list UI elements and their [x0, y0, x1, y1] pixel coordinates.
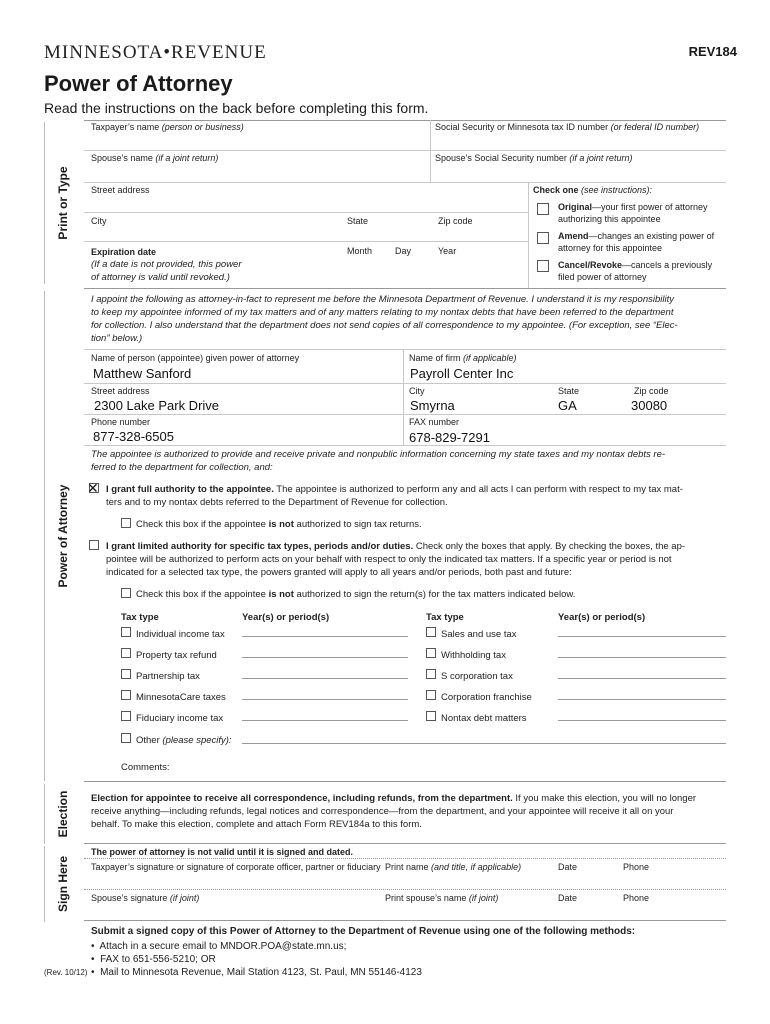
phone-sign-label: Phone	[623, 862, 650, 872]
section-rule	[84, 920, 726, 921]
tax-type-label: Individual income tax	[136, 629, 225, 640]
period-line[interactable]	[242, 699, 408, 700]
check-one-label: Check one (see instructions):	[533, 185, 653, 195]
appointee-city-value[interactable]: Smyrna	[410, 398, 455, 413]
city-label: City	[91, 216, 107, 226]
tax-type-checkbox[interactable]	[121, 711, 131, 721]
street-address-label: Street address	[91, 185, 150, 195]
fax-label: FAX number	[409, 417, 460, 427]
appointee-name-value[interactable]: Matthew Sanford	[93, 366, 192, 381]
divider	[84, 349, 726, 350]
tax-type-label: Nontax debt matters	[441, 713, 527, 724]
tax-type-checkbox[interactable]	[426, 690, 436, 700]
spouse-name-label: Spouse’s name (if a joint return)	[91, 153, 219, 163]
period-line[interactable]	[558, 636, 726, 637]
appointee-name-label: Name of person (appointee) given power of attorney	[91, 353, 300, 363]
phone-value[interactable]: 877-328-6505	[93, 429, 174, 444]
limited-authority-checkbox[interactable]	[89, 540, 99, 550]
period-line[interactable]	[242, 636, 408, 637]
tax-type-header-right: Tax type	[426, 612, 464, 623]
print-name-label: Print name (and title, if applicable)	[385, 862, 522, 872]
tax-type-checkbox[interactable]	[121, 690, 131, 700]
section-rule	[84, 843, 726, 844]
list-item: • FAX to 651-556-5210; OR	[91, 954, 216, 965]
tax-type-checkbox[interactable]	[121, 669, 131, 679]
phone-label: Phone number	[91, 417, 151, 427]
tax-type-header-left: Tax type	[121, 612, 159, 623]
original-option-label: Original—your first power of attorney authorizing this appointee	[558, 202, 708, 224]
amend-checkbox[interactable]	[537, 232, 549, 244]
list-item: • Mail to Minnesota Revenue, Mail Station 4123, St. Paul, MN 55146-4123	[91, 967, 422, 978]
phone-sign-label: Phone	[623, 893, 650, 903]
divider	[84, 414, 726, 415]
cancel-checkbox[interactable]	[537, 260, 549, 272]
appoint-statement: I appoint the following as attorney-in-fact to represent me before the Minnesota Department of Revenue. I understand it is my responsibility to keep my appointee informed of my tax matters and of any matters relating to my nontax debts that have been referred to the department for collection. I also understand that the department does not send copies of all correspondence to my appointee. (For exception, see “Elec- tion” below.)	[91, 294, 678, 344]
spouse-print-label: Print spouse’s name (if joint)	[385, 893, 499, 903]
divider	[528, 182, 529, 288]
period-line[interactable]	[242, 678, 408, 679]
amend-option-label: Amend—changes an existing power of attorney for this appointee	[558, 231, 715, 253]
side-label-print: Print or Type	[44, 122, 81, 284]
firm-name-label: Name of firm (if applicable)	[409, 353, 517, 363]
spouse-signature-label: Spouse’s signature (if joint)	[91, 893, 200, 903]
check-mark-icon: ✕	[87, 480, 99, 496]
divider	[403, 349, 404, 445]
divider	[84, 241, 528, 242]
period-line[interactable]	[558, 657, 726, 658]
appointee-zip-value[interactable]: 30080	[631, 398, 668, 413]
sign-heading: The power of attorney is not valid until it is signed and dated.	[91, 847, 354, 857]
year-label: Year	[438, 246, 457, 256]
comments-label: Comments:	[121, 762, 170, 773]
signature-label: Taxpayer’s signature or signature of corporate officer, partner or fiduciary	[91, 862, 381, 872]
other-label: Other (please specify):	[136, 735, 232, 746]
section-rule	[84, 781, 726, 782]
appointee-state-label: State	[558, 386, 580, 396]
election-text: Election for appointee to receive all correspondence, including refunds, from the department. If you make this election, you will no longer receive anything—including refunds, legal notices and correspondence—from the department, and your appointee will receive it all on your behalf. To make this election, complete and attach Form REV184a to this form.	[91, 793, 697, 830]
fax-value[interactable]: 678-829-7291	[409, 430, 490, 445]
appointee-street-label: Street address	[91, 386, 150, 396]
tax-type-checkbox[interactable]	[426, 627, 436, 637]
day-label: Day	[395, 246, 412, 256]
appointee-state-value[interactable]: GA	[558, 398, 577, 413]
full-authority-text: I grant full authority to the appointee. The appointee is authorized to perform any and all acts I can perform with respect to my tax mat- ters and to my nontax debts referred to the Department of Revenue for collection.	[106, 484, 683, 508]
years-header-left: Year(s) or period(s)	[242, 612, 330, 623]
section-rule	[84, 288, 726, 289]
tax-type-label: Withholding tax	[441, 650, 506, 661]
tax-type-label: Sales and use tax	[441, 629, 517, 640]
divider	[84, 858, 726, 859]
period-line[interactable]	[558, 699, 726, 700]
month-label: Month	[347, 246, 373, 256]
list-item: • Attach in a secure email to MNDOR.POA@state.mn.us;	[91, 941, 347, 952]
firm-name-value[interactable]: Payroll Center Inc	[410, 366, 514, 381]
tax-type-checkbox[interactable]	[121, 648, 131, 658]
divider	[84, 212, 528, 213]
form-instructions: Read the instructions on the back before completing this form.	[44, 100, 429, 116]
cancel-option-label: Cancel/Revoke—cancels a previously filed power of attorney	[558, 260, 713, 282]
period-line[interactable]	[242, 720, 408, 721]
full-no-sign-checkbox[interactable]	[121, 518, 131, 528]
authorized-statement: The appointee is authorized to provide and receive private and nonpublic information concerning my state taxes and my nontax debts re- ferred to the department for collection, and:	[91, 449, 666, 473]
revision-date: (Rev. 10/12)	[44, 968, 88, 977]
tax-type-checkbox[interactable]	[121, 627, 131, 637]
tax-type-label: MinnesotaCare taxes	[136, 692, 226, 703]
period-line[interactable]	[242, 657, 408, 658]
period-line[interactable]	[558, 678, 726, 679]
submit-methods	[91, 940, 422, 979]
section-top-rule	[84, 120, 726, 121]
spouse-ssn-label: Spouse’s Social Security number (if a joint return)	[435, 153, 633, 163]
years-header-right: Year(s) or period(s)	[558, 612, 646, 623]
divider	[84, 150, 726, 151]
divider	[430, 120, 431, 182]
other-checkbox[interactable]	[121, 733, 131, 743]
expiration-label: Expiration date	[91, 247, 157, 257]
taxpayer-name-label: Taxpayer’s name (person or business)	[91, 122, 244, 132]
full-no-sign-label: Check this box if the appointee is not authorized to sign tax returns.	[136, 519, 422, 530]
original-checkbox[interactable]	[537, 203, 549, 215]
limited-no-sign-checkbox[interactable]	[121, 588, 131, 598]
tax-type-label: S corporation tax	[441, 671, 513, 682]
tax-type-label: Partnership tax	[136, 671, 200, 682]
revenue-logo: MINNESOTA•REVENUE	[44, 42, 267, 63]
page-title: Power of Attorney	[44, 71, 233, 96]
zip-label: Zip code	[438, 216, 473, 226]
taxpayer-ssn-label: Social Security or Minnesota tax ID number (or federal ID number)	[435, 122, 700, 132]
divider	[84, 182, 726, 183]
limited-no-sign-label: Check this box if the appointee is not authorized to sign the return(s) for the tax matters indicated below.	[136, 589, 576, 600]
appointee-zip-label: Zip code	[634, 386, 669, 396]
tax-type-checkbox[interactable]	[426, 669, 436, 679]
divider	[84, 383, 726, 384]
appointee-city-label: City	[409, 386, 425, 396]
state-label: State	[347, 216, 369, 226]
appointee-street-value[interactable]: 2300 Lake Park Drive	[94, 398, 220, 413]
other-line[interactable]	[242, 743, 726, 744]
date-label: Date	[558, 862, 578, 872]
tax-type-label: Property tax refund	[136, 650, 217, 661]
tax-type-label: Corporation franchise	[441, 692, 532, 703]
side-label-election: Election	[44, 784, 81, 844]
expiration-note: (If a date is not provided, this power of attorney is valid until revoked.)	[91, 259, 242, 283]
tax-type-checkbox[interactable]	[426, 648, 436, 658]
divider	[84, 889, 726, 890]
side-label-sign: Sign Here	[44, 846, 81, 922]
divider	[84, 445, 726, 446]
form-number: REV184	[688, 44, 737, 59]
tax-type-checkbox[interactable]	[426, 711, 436, 721]
limited-authority-text: I grant limited authority for specific tax types, periods and/or duties. Check only the boxes that apply. By checking the boxes, the ap- pointee will be authorized to perform acts on your behalf with respect to only the indicated tax matters. If a specific year or period is not indicated for a selected tax type, the powers granted will apply to all years and/or periods, both past and future:	[106, 541, 686, 578]
tax-type-label: Fiduciary income tax	[136, 713, 224, 724]
period-line[interactable]	[558, 720, 726, 721]
date-label: Date	[558, 893, 578, 903]
side-label-poa: Power of Attorney	[44, 291, 81, 781]
submit-heading: Submit a signed copy of this Power of Attorney to the Department of Revenue using one of the following methods:	[91, 926, 636, 937]
